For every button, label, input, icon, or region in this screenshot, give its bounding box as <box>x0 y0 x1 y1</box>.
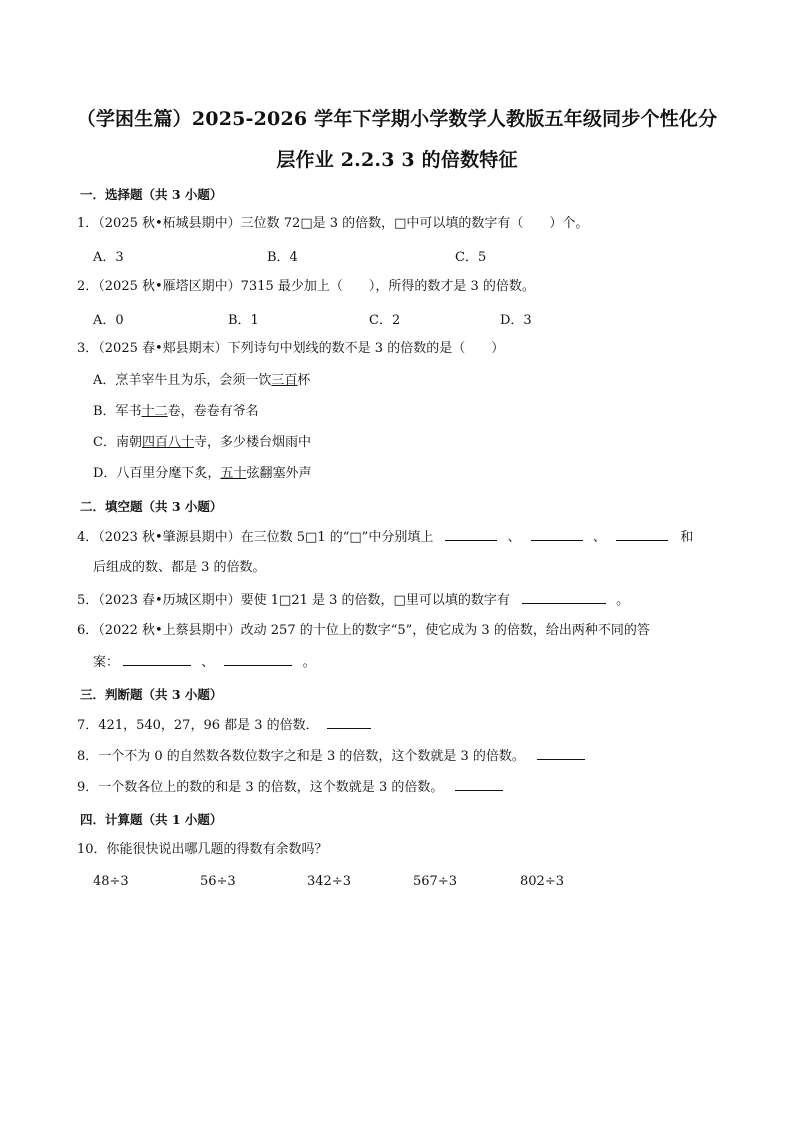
q2-option-c: C．2 <box>369 313 401 328</box>
page-title-line2: 层作业 2.2.3 3 的倍数特征 <box>276 149 518 171</box>
q5-end: 。 <box>616 593 630 608</box>
question-10-text: 10．你能很快说出哪几题的得数有余数吗？ <box>77 842 328 857</box>
q1-option-c: C．5 <box>455 250 487 265</box>
q10-item-3: 342÷3 <box>307 874 351 889</box>
q3-option-d <box>93 465 311 483</box>
q4-text: 4．（2023 秋•肇源县期中）在三位数 5□1 的“□”中分别填上 <box>77 530 434 545</box>
q4-separator-2: 、 <box>592 530 606 545</box>
q9-blank[interactable] <box>455 778 503 791</box>
question-7 <box>77 716 371 735</box>
q3-c-underlined: 四百八十 <box>141 435 194 450</box>
q6-answer-label: 案： <box>93 655 120 670</box>
question-5 <box>77 591 629 610</box>
q10-item-4: 567÷3 <box>413 874 457 889</box>
question-1-text: 1．（2025 秋•柘城县期中）三位数 72□是 3 的倍数，□中可以填的数字有（ ）个。 <box>77 216 589 231</box>
question-6-line1: 6．（2022 秋•上蔡县期中）改动 257 的十位上的数字“5”，使它成为 3 的倍数，给出两种不同的答 <box>77 623 650 638</box>
question-6-line2 <box>93 653 316 672</box>
q4-blank-3[interactable] <box>616 528 668 541</box>
section-heading-fill: 二．填空题（共 3 小题） <box>80 499 223 514</box>
q10-item-5: 802÷3 <box>520 874 564 889</box>
question-4-line1 <box>77 528 693 547</box>
q3-b-pre: B．军书 <box>93 404 142 419</box>
q3-option-c <box>93 434 311 452</box>
q6-end: 。 <box>302 655 316 670</box>
q2-option-a: A．0 <box>93 313 124 328</box>
q8-blank[interactable] <box>537 747 585 760</box>
q3-d-pre: D．八百里分麾下炙， <box>93 466 221 481</box>
q8-text: 8．一个不为 0 的自然数各数位数字之和是 3 的倍数，这个数就是 3 的倍数。 <box>77 749 525 764</box>
q10-item-1: 48÷3 <box>93 874 129 889</box>
q4-blank-1[interactable] <box>445 528 497 541</box>
q3-a-underlined: 三百 <box>271 373 298 388</box>
q2-option-d: D．3 <box>500 313 532 328</box>
q5-blank[interactable] <box>522 591 606 604</box>
q10-item-2: 56÷3 <box>200 874 236 889</box>
q4-separator-1: 、 <box>507 530 521 545</box>
q2-option-b: B．1 <box>228 313 259 328</box>
q7-text: 7．421，540，27，96 都是 3 的倍数． <box>77 718 319 733</box>
q6-blank-2[interactable] <box>224 653 292 666</box>
q3-a-pre: A．烹羊宰牛且为乐，会须一饮 <box>93 373 272 388</box>
question-9 <box>77 778 503 797</box>
section-heading-choice: 一．选择题（共 3 小题） <box>80 187 223 202</box>
q6-separator: 、 <box>201 655 215 670</box>
question-3-text: 3．（2025 春•郏县期末）下列诗句中划线的数不是 3 的倍数的是（ ） <box>77 341 505 356</box>
q3-b-post: 卷，卷卷有爷名 <box>167 404 259 419</box>
q7-blank[interactable] <box>327 716 371 729</box>
q3-option-b <box>93 403 259 421</box>
question-8 <box>77 747 585 766</box>
q9-text: 9．一个数各位上的数的和是 3 的倍数，这个数就是 3 的倍数。 <box>77 780 444 795</box>
q1-option-a: A．3 <box>93 250 124 265</box>
q3-option-a <box>93 372 310 390</box>
q3-a-post: 杯 <box>297 373 311 388</box>
section-heading-calc: 四．计算题（共 1 小题） <box>80 812 223 827</box>
q4-blank-2[interactable] <box>531 528 583 541</box>
q3-c-pre: C．南朝 <box>93 435 142 450</box>
q4-and: 和 <box>680 530 694 545</box>
question-2-text: 2．（2025 秋•雁塔区期中）7315 最少加上（ ），所得的数才是 3 的倍数。 <box>77 279 535 294</box>
section-heading-judge: 三．判断题（共 3 小题） <box>80 687 223 702</box>
q6-blank-1[interactable] <box>123 653 191 666</box>
q3-d-post: 弦翻塞外声 <box>246 466 312 481</box>
question-4-line2: 后组成的数、都是 3 的倍数。 <box>93 560 266 575</box>
q5-text: 5．（2023 春•历城区期中）要使 1□21 是 3 的倍数，□里可以填的数字有 <box>77 593 510 608</box>
q3-d-underlined: 五十 <box>220 466 247 481</box>
page-title-line1: （学困生篇）2025-2026 学年下学期小学数学人教版五年级同步个性化分 <box>76 108 718 130</box>
q1-option-b: B．4 <box>267 250 298 265</box>
q3-c-post: 寺，多少楼台烟雨中 <box>193 435 311 450</box>
q3-b-underlined: 十二 <box>141 404 168 419</box>
